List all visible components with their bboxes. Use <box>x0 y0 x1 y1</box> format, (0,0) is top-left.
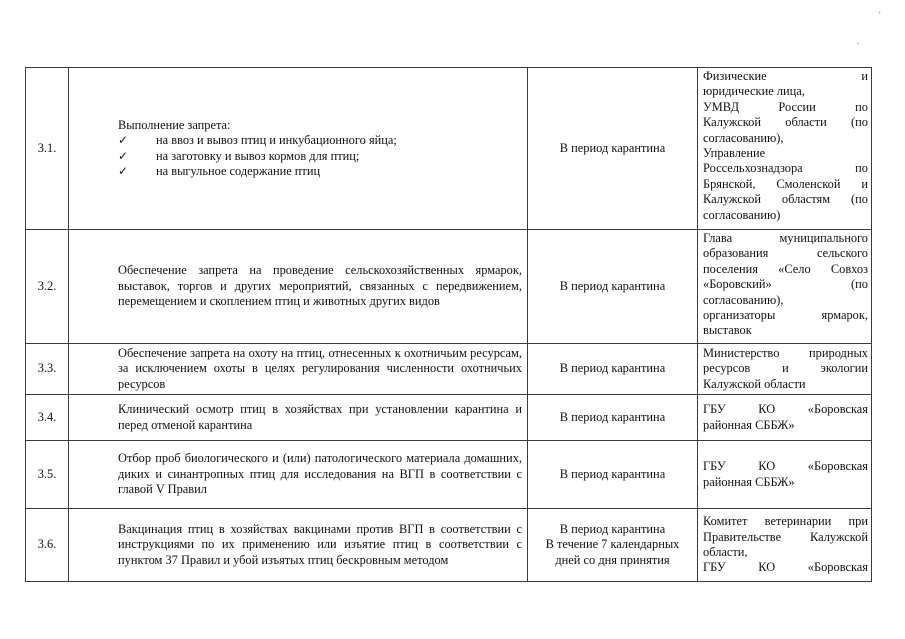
responsible-line: ГБУ КО «Боровская <box>703 402 868 417</box>
responsible-line: юридические лица, <box>703 84 805 99</box>
row-responsible <box>698 68 872 230</box>
responsible-line: районная СББЖ» <box>703 474 795 489</box>
period-line: дней со дня принятия <box>555 552 670 567</box>
list-item <box>118 164 522 179</box>
responsible-line: поселения «Село Совхоз <box>703 261 868 276</box>
table-row <box>26 395 872 441</box>
responsible-line: Министерство природных <box>703 345 868 360</box>
responsible-line: Калужской области (по <box>703 115 868 130</box>
responsible-line: Управление <box>703 146 766 161</box>
row-period <box>528 509 698 582</box>
row-responsible <box>698 509 872 582</box>
responsible-line: «Боровский» (по <box>703 277 868 292</box>
responsible-line: Калужской областям (по <box>703 192 868 207</box>
table-row <box>26 509 872 582</box>
table-row <box>26 230 872 344</box>
responsible-line: Правительстве Калужской <box>703 529 868 544</box>
responsible-line: области, <box>703 545 748 559</box>
row-number: 3.6. <box>26 509 69 582</box>
responsible-line: Россельхознадзора по <box>703 161 868 176</box>
responsible-line: согласованию), <box>703 130 784 145</box>
row-number: 3.3. <box>26 344 69 395</box>
responsible-line: Физические и <box>703 69 868 83</box>
checkmark-icon: ✓ <box>118 148 129 163</box>
list-item-text: на выгульное содержание птиц <box>156 163 321 178</box>
list-item-text: на заготовку и вывоз кормов для птиц; <box>156 148 360 163</box>
row-number: 3.2. <box>26 230 69 344</box>
row-responsible <box>698 344 872 395</box>
row-description: Вакцинация птиц в хозяйствах вакцинами против ВГП в соответствии с инструкциями по их применению или изъятие птиц в соответствии с пунктом 37 Правил и убой изъятых птиц бескровным методом <box>69 509 528 582</box>
row-period: В период карантина <box>528 395 698 441</box>
scan-speck: . <box>857 36 860 46</box>
responsible-line: районная СББЖ» <box>703 417 795 432</box>
row-period: В период карантина <box>528 344 698 395</box>
row-responsible <box>698 441 872 509</box>
responsible-line: УМВД России по <box>703 99 868 114</box>
row-responsible <box>698 230 872 344</box>
responsible-line: ГБУ КО «Боровская <box>703 459 868 474</box>
responsible-line: Глава муниципального <box>703 231 868 245</box>
responsible-line: ресурсов и экологии <box>703 361 868 376</box>
period-line: В период карантина <box>559 521 666 536</box>
table-row <box>26 441 872 509</box>
checkmark-icon: ✓ <box>118 163 129 178</box>
row-number: 3.1. <box>26 68 69 230</box>
description-intro: Выполнение запрета: <box>118 117 231 132</box>
row-description: Клинический осмотр птиц в хозяйствах при установлении карантина и перед отменой карантина <box>69 395 528 441</box>
row-number: 3.4. <box>26 395 69 441</box>
responsible-line: организаторы ярмарок, <box>703 308 868 323</box>
row-period: В период карантина <box>528 441 698 509</box>
row-period: В период карантина <box>528 68 698 230</box>
checkmark-icon: ✓ <box>118 133 129 148</box>
row-number: 3.5. <box>26 441 69 509</box>
responsible-line: согласованию), <box>703 292 784 307</box>
responsible-line: образования сельского <box>703 246 868 261</box>
row-period: В период карантина <box>528 230 698 344</box>
measures-table <box>25 67 872 582</box>
responsible-line: Калужской области <box>703 376 806 391</box>
row-description: Отбор проб биологического и (или) патологического материала домашних, диких и синантропных птиц для исследования на ВГП в соответствии с главой V Правил <box>69 441 528 509</box>
responsible-line: Комитет ветеринарии при <box>703 514 868 529</box>
responsible-line: ГБУ КО «Боровская <box>703 560 868 575</box>
responsible-line: выставок <box>703 323 752 338</box>
scan-speck: ' <box>879 10 881 20</box>
responsible-line: Брянской, Смоленской и <box>703 176 868 191</box>
period-line: В течение 7 календарных <box>545 537 680 552</box>
row-responsible <box>698 395 872 441</box>
list-item-text: на ввоз и вывоз птиц и инкубационного яйца; <box>156 133 397 148</box>
row-description: Обеспечение запрета на охоту на птиц, отнесенных к охотничьим ресурсам, за исключением охоты в целях регулирования численности охотничьих ресурсов <box>69 344 528 395</box>
row-description: Обеспечение запрета на проведение сельскохозяйственных ярмарок, выставок, торгов и других мероприятий, связанных с передвижением, перемещением и скоплением птиц и животных других видов <box>69 230 528 344</box>
list-item <box>118 133 522 148</box>
table-row <box>26 344 872 395</box>
responsible-line: согласованию) <box>703 207 781 222</box>
row-description <box>69 68 528 230</box>
list-item <box>118 149 522 164</box>
table-row <box>26 68 872 230</box>
